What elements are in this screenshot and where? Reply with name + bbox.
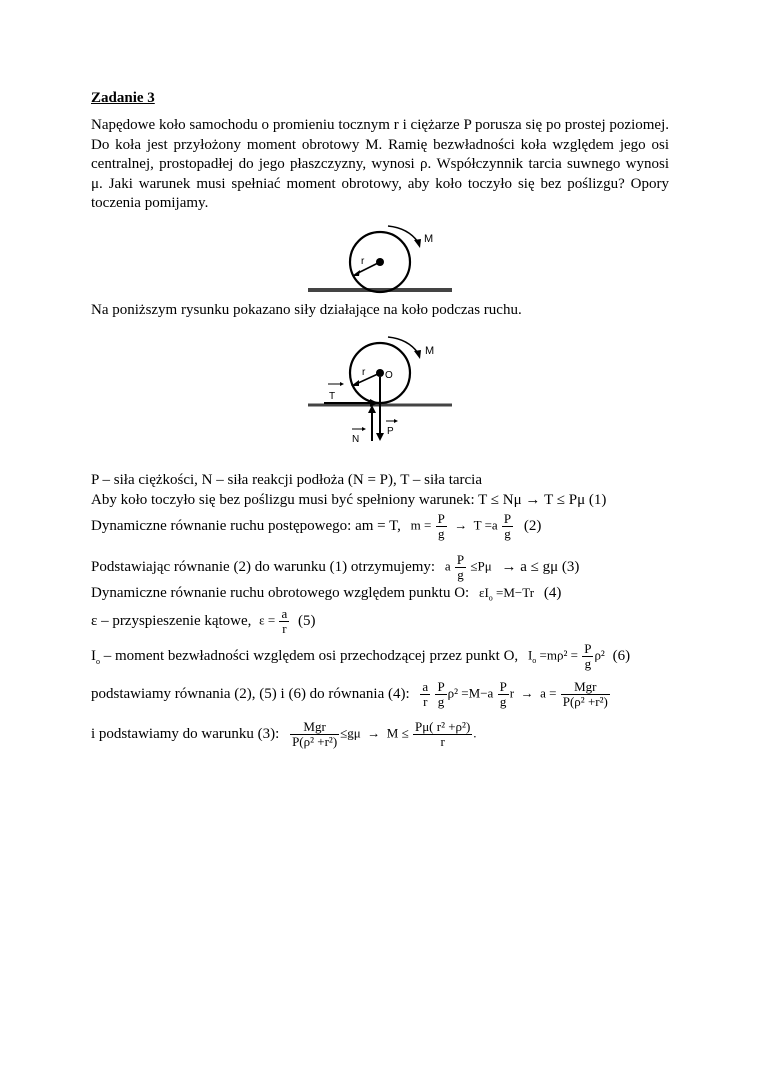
figure-wheel-moment	[300, 220, 460, 300]
line-final-condition: i podstawiamy do warunku (3): $\frac{\text{Mgr}}{\text{P(ρ² +r²)}}$ ≤gμ → M ≤ $\frac{\text{Pμ( r² +ρ²)}}{r}$ .	[91, 719, 477, 749]
label-M: M	[424, 233, 434, 245]
figure-wheel-forces	[300, 333, 460, 453]
line-substitute-equations: podstawiamy równania (2), (5) i (6) do równania (4): $\frac{a}{r}$ $\frac{P}{g}$ ρ² =M−a $\frac{P}{g}$ r → a = $\frac{\text{Mgr}}{\text{P(ρ² +r²)}}$	[91, 679, 608, 709]
label-r: r	[361, 256, 365, 267]
line-substitution-condition: Podstawiając równanie (2) do warunku (1) otrzymujemy: a $\frac{P}{g}$ ≤Pμ → a ≤ gμ (3)	[91, 552, 580, 582]
label-O: O	[385, 370, 393, 381]
label-r: r	[362, 367, 366, 378]
task-title: Zadanie 3	[91, 90, 155, 106]
radius-arrow	[356, 373, 380, 384]
line-no-slip-condition: Aby koło toczyło się bez poślizgu musi być spełniony warunek: T ≤ Nμ → T ≤ Pμ (1)	[91, 492, 607, 508]
label-T: T	[329, 391, 336, 402]
line-forces-legend: P – siła ciężkości, N – siła reakcji podłoża (N = P), T – siła tarcia	[91, 472, 482, 488]
line-moment-of-inertia: $I_o$ – moment bezwładności względem osi przechodzącej przez punkt O, $I_o =m\rho^2$ = $\frac{P}{g}$ ρ² (6)	[91, 641, 631, 671]
label-M: M	[425, 345, 435, 357]
line-angular-acceleration: ε – przyspieszenie kątowe, ε = $\frac{a}{r}$ (5)	[91, 606, 316, 636]
forces-intro: Na poniższym rysunku pokazano siły działające na koło podczas ruchu.	[91, 302, 522, 318]
line-rotational-eq: Dynamiczne równanie ruchu obrotowego względem punktu O: $\varepsilon I_o =M-Tr$ (4)	[91, 585, 562, 603]
label-P: P	[387, 426, 394, 437]
line-translational-eq: Dynamiczne równanie ruchu postępowego: am = T, m = $\frac{P}{g}$ → T =a $\frac{P}{g}$ (2)	[91, 511, 542, 541]
problem-statement: Napędowe koło samochodu o promieniu tocznym r i ciężarze P porusza się po prostej poziomej. Do koła jest przyłożony moment obrotowy M. Ramię bezwładności koła względem jego osi centralnej, prostopadłej do jego płaszczyzny, wynosi ρ. Współczynnik tarcia suwnego wynosi μ. Jaki warunek musi spełniać moment obrotowy, aby koło toczyło się bez poślizgu? Opory toczenia pomijamy.	[91, 117, 669, 212]
label-N: N	[352, 434, 360, 445]
